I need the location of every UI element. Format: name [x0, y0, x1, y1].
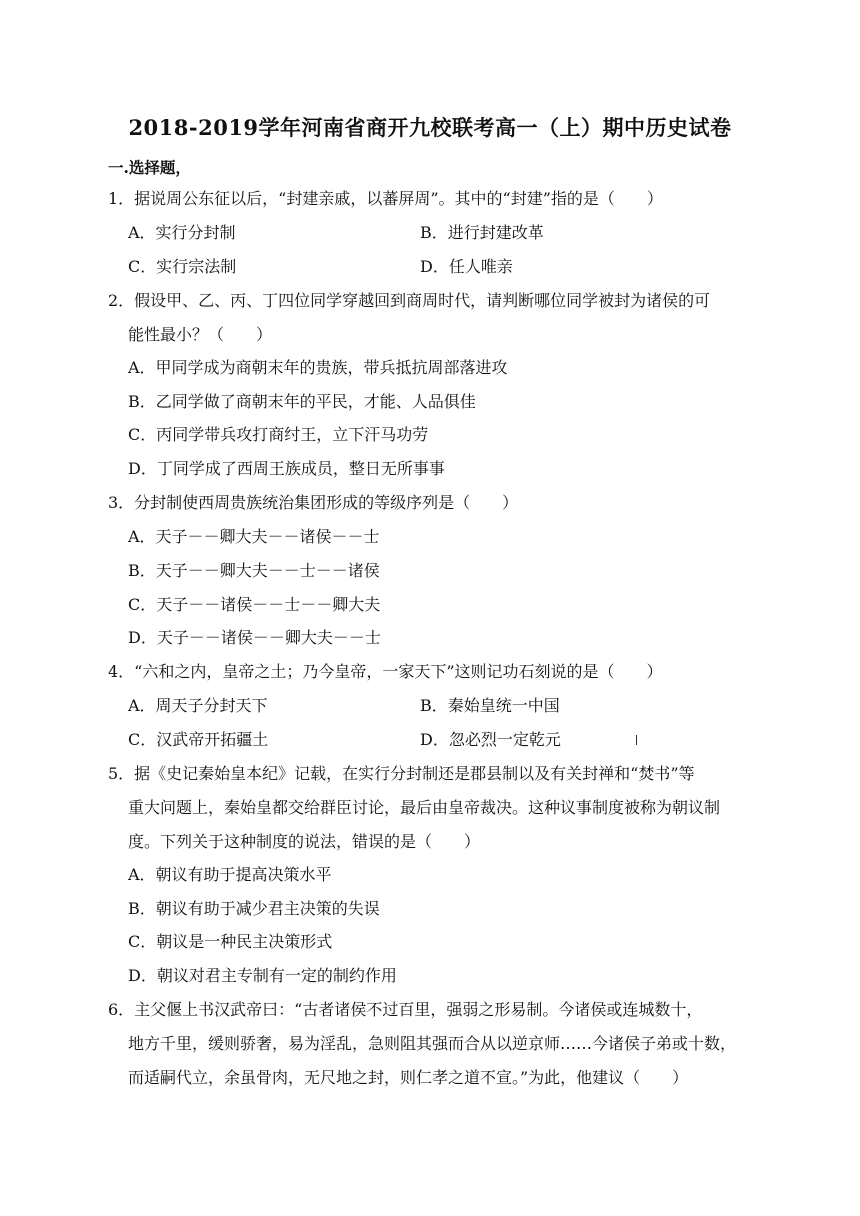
- question-4: [108, 655, 758, 689]
- question-text: 6．主父偃上书汉武帝曰：“古者诸侯不过百里，强弱之形易制。今诸侯或连城数十，: [108, 1000, 703, 1019]
- option-c: C．丙同学带兵攻打商纣王，立下汗马功劳: [128, 425, 429, 444]
- question-text-continued: 地方千里，缓则骄奢，易为淫乱，急则阻其强而合从以逆京师……今诸侯子弟或十数，: [128, 1034, 737, 1053]
- question-text-continued: 能性最小？（ ）: [128, 325, 273, 344]
- option-a: A．实行分封制: [128, 223, 236, 242]
- option-d: D．朝议对君主专制有一定的制约作用: [128, 966, 397, 985]
- option-b: B．秦始皇统一中国: [420, 696, 560, 715]
- question-text: 1．据说周公东征以后，“封建亲戚，以蕃屏周”。其中的“封建”指的是（ ）: [108, 189, 663, 208]
- question-2: [108, 284, 758, 352]
- option-b: B．乙同学做了商朝末年的平民，才能、人品俱佳: [128, 392, 476, 411]
- question-6: [108, 993, 758, 1095]
- option-b: B．朝议有助于减少君主决策的失误: [128, 899, 380, 918]
- option-d: D．丁同学成了西周王族成员，整日无所事事: [128, 459, 445, 478]
- question-text-continued: 度。下列关于这种制度的说法，错误的是（ ）: [128, 832, 481, 851]
- option-a: A．朝议有助于提高决策水平: [128, 865, 332, 884]
- option-c: C．实行宗法制: [128, 257, 237, 276]
- stray-mark: [636, 735, 637, 745]
- question-5: [108, 757, 758, 859]
- option-c: C．朝议是一种民主决策形式: [128, 932, 333, 951]
- option-c: C．天子－－诸侯－－士－－卿大夫: [128, 595, 381, 614]
- option-b: B．进行封建改革: [420, 223, 544, 242]
- option-a: A．甲同学成为商朝末年的贵族，带兵抵抗周部落进攻: [128, 358, 508, 377]
- question-text-continued: 而适嗣代立，余虽骨肉，无尺地之封，则仁孝之道不宣。”为此，他建议（ ）: [128, 1068, 689, 1087]
- option-d: D．任人唯亲: [420, 257, 513, 276]
- option-c: C．汉武帝开拓疆土: [128, 730, 269, 749]
- section-heading: 一.选择题，: [108, 158, 191, 177]
- question-text: 5．据《史记秦始皇本纪》记载，在实行分封制还是郡县制以及有关封禅和“焚书”等: [108, 764, 695, 783]
- question-text: 3．分封制使西周贵族统治集团形成的等级序列是（ ）: [108, 493, 519, 512]
- question-1: [108, 182, 758, 216]
- option-a: A．天子－－卿大夫－－诸侯－－士: [128, 527, 380, 546]
- option-a: A．周天子分封天下: [128, 696, 268, 715]
- question-text: 4．“六和之内，皇帝之土；乃今皇帝，一家天下”这则记功石刻说的是（ ）: [108, 662, 663, 681]
- page-title: 2018-2019学年河南省商开九校联考高一（上）期中历史试卷: [128, 115, 732, 140]
- option-d: D．忽必烈一定乾元: [420, 730, 561, 749]
- question-text: 2．假设甲、乙、丙、丁四位同学穿越回到商周时代，请判断哪位同学被封为诸侯的可: [108, 291, 711, 310]
- option-d: D．天子－－诸侯－－卿大夫－－士: [128, 628, 381, 647]
- question-text-continued: 重大问题上，秦始皇都交给群臣讨论，最后由皇帝裁决。这种议事制度被称为朝议制: [128, 798, 721, 817]
- option-b: B．天子－－卿大夫－－士－－诸侯: [128, 561, 380, 580]
- question-3: [108, 486, 758, 520]
